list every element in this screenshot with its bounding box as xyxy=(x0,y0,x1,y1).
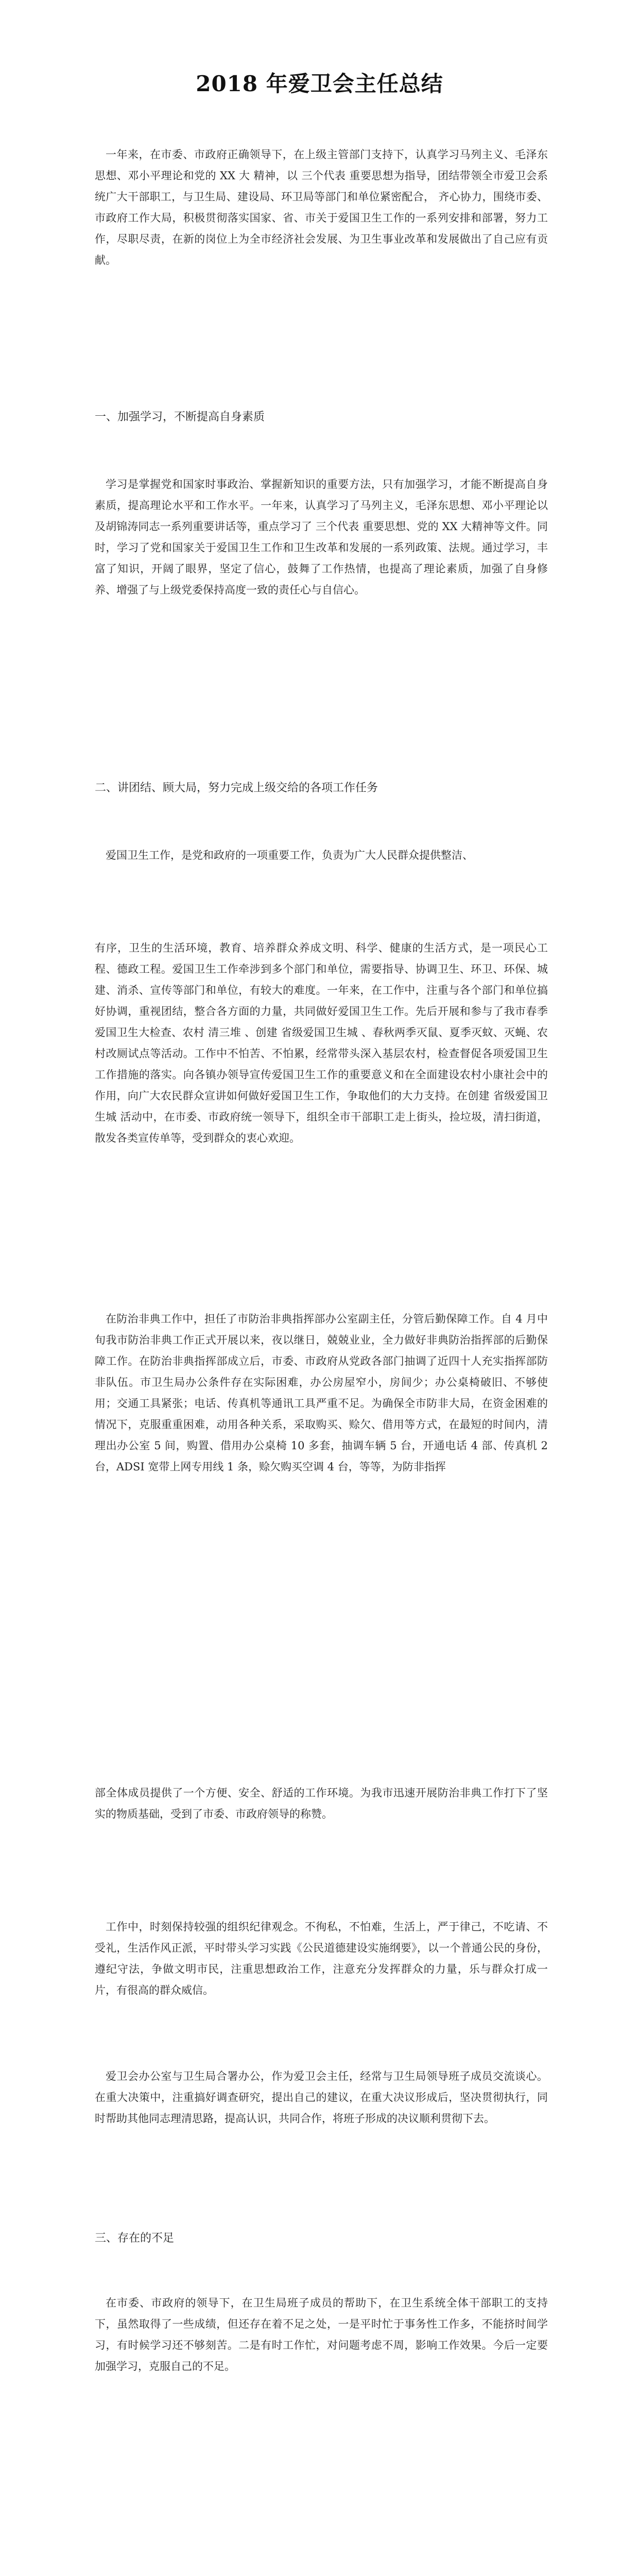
paragraph-sars xyxy=(95,1309,548,1478)
section-heading-3: 三、存在的不足 xyxy=(95,2232,175,2245)
paragraph-text: 在防治非典工作中，担任了市防治非典指挥部办公室副主任，分管后勤保障工作。自 4 月中旬我市防治非典工作正式开展以来，夜以继日，兢兢业业，全力做好非典防治指挥部的后勤保障工作。在防治非典指挥部成立后，市委、市政府从党政各部门抽调了近四十人充实指挥部防非队伍。市卫生局办公条件存在实际困难，办公房屋窄小，房间少；办公桌椅破旧、不够使用；交通工具紧张；电话、传真机等通讯工具严重不足。为确保全市防非大局，在资金困难的情况下，克服重重困难，动用各种关系，采取购买、赊欠、借用等方式，在最短的时间内，清理出办公室 5 间，购置、借用办公桌椅 10 多套，抽调车辆 5 台，开通电话 4 部、传真机 2 台，ADSI 宽带上网专用线 1 条，赊欠购买空调 4 台，等等，为防非指挥 xyxy=(95,1313,548,1473)
paragraph-intro xyxy=(95,144,548,271)
paragraph-text: 工作中，时刻保持较强的组织纪律观念。不徇私，不怕难，生活上，严于律己，不吃请、不受礼，生活作风正派，平时带头学习实践《公民道德建设实施纲要》，以一个普通公民的身份，遵纪守法，争做文明市民，注重思想政治工作，注意充分发挥群众的力量，乐与群众打成一片，有很高的群众威信。 xyxy=(95,1921,548,1996)
paragraph-text: 学习是掌握党和国家时事政治、掌握新知识的重要方法，只有加强学习，才能不断提高自身素质，提高理论水平和工作水平。一年来，认真学习了马列主义，毛泽东思想、邓小平理论以及胡锦涛同志一系列重要讲话等，重点学习了 三个代表 重要思想、党的 XX 大精神等文件。同时，学习了党和国家关于爱国卫生工作和卫生改革和发展的一系列政策、法规。通过学习，丰富了知识，开阔了眼界，坚定了信心，鼓舞了工作热情，也提高了理论素质，加强了自身修养、增强了与上级党委保持高度一致的责任心与自信心。 xyxy=(95,478,548,596)
document-title: 2018 年爱卫会主任总结 xyxy=(196,71,443,96)
paragraph-text: 一年来，在市委、市政府正确领导下，在上级主管部门支持下，认真学习马列主义、毛泽东思想、邓小平理论和党的 XX 大 精神，以 三个代表 重要思想为指导，团结带领全市爱卫会系统广大干部职工，与卫生局、建设局、环卫局等部门和单位紧密配合， 齐心协力，围绕市委、市政府工作大局，积极贯彻落实国家、省、市关于爱国卫生工作的一系列安排和部署，努力工作，尽职尽责，在新的岗位上为全市经济社会发展、为卫生事业改革和发展做出了自己应有贡献。 xyxy=(95,148,548,266)
paragraph-cooperation xyxy=(95,2066,548,2129)
paragraph-hygiene-intro xyxy=(95,845,548,866)
paragraph-text: 有序，卫生的生活环境，教育、培养群众养成文明、科学、健康的生活方式，是一项民心工程、德政工程。爱国卫生工作牵涉到多个部门和单位，需要指导、协调卫生、环卫、环保、城建、消杀、宣传等部门和单位，有较大的难度。一年来，在工作中，注重与各个部门和单位搞好协调，重视团结，整合各方面的力量，共同做好爱国卫生工作。先后开展和参与了我市春季爱国卫生大检查、农村 清三堆 、创建 省级爱国卫生城 、春秋两季灭鼠、夏季灭蚊、灭蝇、农村改厕试点等活动。工作中不怕苦、不怕累，经常带头深入基层农村，检查督促各项爱国卫生工作措施的落实。向各镇办领导宣传爱国卫生工作的重要意义和在全面建设农村小康社会中的作用，向广大农民群众宣讲如何做好爱国卫生工作，争取他们的大力支持。在创建 省级爱国卫生城 活动中，在市委、市政府统一领导下，组织全市干部职工走上街头，捡垃圾，清扫街道，散发各类宣传单等，受到群众的衷心欢迎。 xyxy=(95,942,548,1144)
paragraph-hygiene-work xyxy=(95,938,548,1149)
paragraph-discipline xyxy=(95,1917,548,2001)
section-heading-2: 二、讲团结、顾大局，努力完成上级交给的各项工作任务 xyxy=(95,782,378,794)
paragraph-sars-continued xyxy=(95,1783,548,1825)
paragraph-text: 在市委、市政府的领导下，在卫生局班子成员的帮助下，在卫生系统全体干部职工的支持下，虽然取得了一些成绩，但还存在着不足之处，一是平时忙于事务性工作多，不能挤时间学习，有时候学习还不够刻苦。二是有时工作忙，对问题考虑不周，影响工作效果。今后一定要加强学习，克服自己的不足。 xyxy=(95,2297,548,2372)
paragraph-shortcomings xyxy=(95,2293,548,2377)
paragraph-text: 爱卫会办公室与卫生局合署办公，作为爱卫会主任，经常与卫生局领导班子成员交流谈心。在重大决策中，注重搞好调查研究，提出自己的建议，在重大决议形成后，坚决贯彻执行，同时帮助其他同志理清思路，提高认识，共同合作，将班子形成的决议顺利贯彻下去。 xyxy=(95,2070,548,2125)
section-heading-1: 一、加强学习，不断提高自身素质 xyxy=(95,411,265,423)
paragraph-text: 爱国卫生工作，是党和政府的一项重要工作，负责为广大人民群众提供整洁、 xyxy=(106,849,473,861)
paragraph-text: 部全体成员提供了一个方便、安全、舒适的工作环境。为我市迅速开展防治非典工作打下了坚实的物质基础，受到了市委、市政府领导的称赞。 xyxy=(95,1787,548,1820)
paragraph-study xyxy=(95,474,548,601)
